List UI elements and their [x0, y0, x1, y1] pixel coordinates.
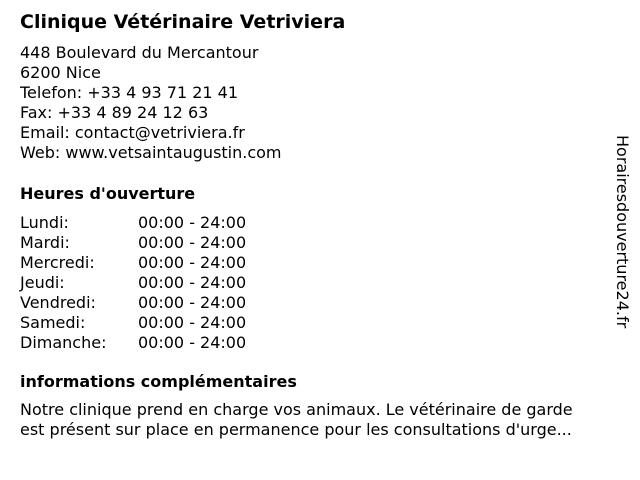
time-range: 00:00 - 24:00: [138, 333, 247, 352]
day-label: Dimanche:: [20, 333, 107, 352]
day-label: Mercredi:: [20, 253, 95, 272]
hours-row-thursday: [20, 273, 620, 293]
hours-row-saturday: [20, 313, 620, 333]
opening-hours-table: [20, 213, 620, 353]
hours-row-wednesday: [20, 253, 620, 273]
hours-row-tuesday: [20, 233, 620, 253]
time-range: 00:00 - 24:00: [138, 233, 247, 252]
additional-info-text: [20, 400, 625, 440]
additional-info-line-2: est présent sur place en permanence pour les consultations d'urge...: [20, 420, 572, 439]
fax-line: Fax: +33 4 89 24 12 63: [20, 103, 209, 122]
day-label: Vendredi:: [20, 293, 96, 312]
clinic-card: [20, 10, 620, 440]
additional-info-line-1: Notre clinique prend en charge vos animaux. Le vétérinaire de garde: [20, 400, 573, 419]
hours-row-sunday: [20, 333, 620, 353]
address-line-city: 6200 Nice: [20, 63, 101, 82]
additional-info-heading: informations complémentaires: [20, 372, 297, 391]
hours-row-friday: [20, 293, 620, 313]
time-range: 00:00 - 24:00: [138, 253, 247, 272]
site-watermark: Horairesdouverture24.fr: [613, 135, 632, 329]
time-range: 00:00 - 24:00: [138, 313, 247, 332]
address-line-street: 448 Boulevard du Mercantour: [20, 43, 259, 62]
phone-line: Telefon: +33 4 93 71 21 41: [20, 83, 239, 102]
time-range: 00:00 - 24:00: [138, 213, 247, 232]
clinic-name: Clinique Vétérinaire Vetriviera: [20, 11, 346, 33]
day-label: Samedi:: [20, 313, 86, 332]
web-line: Web: www.vetsaintaugustin.com: [20, 143, 282, 162]
time-range: 00:00 - 24:00: [138, 273, 247, 292]
email-line: Email: contact@vetriviera.fr: [20, 123, 245, 142]
day-label: Lundi:: [20, 213, 69, 232]
time-range: 00:00 - 24:00: [138, 293, 247, 312]
opening-hours-heading: Heures d'ouverture: [20, 184, 196, 203]
day-label: Mardi:: [20, 233, 70, 252]
day-label: Jeudi:: [20, 273, 65, 292]
hours-row-monday: [20, 213, 620, 233]
